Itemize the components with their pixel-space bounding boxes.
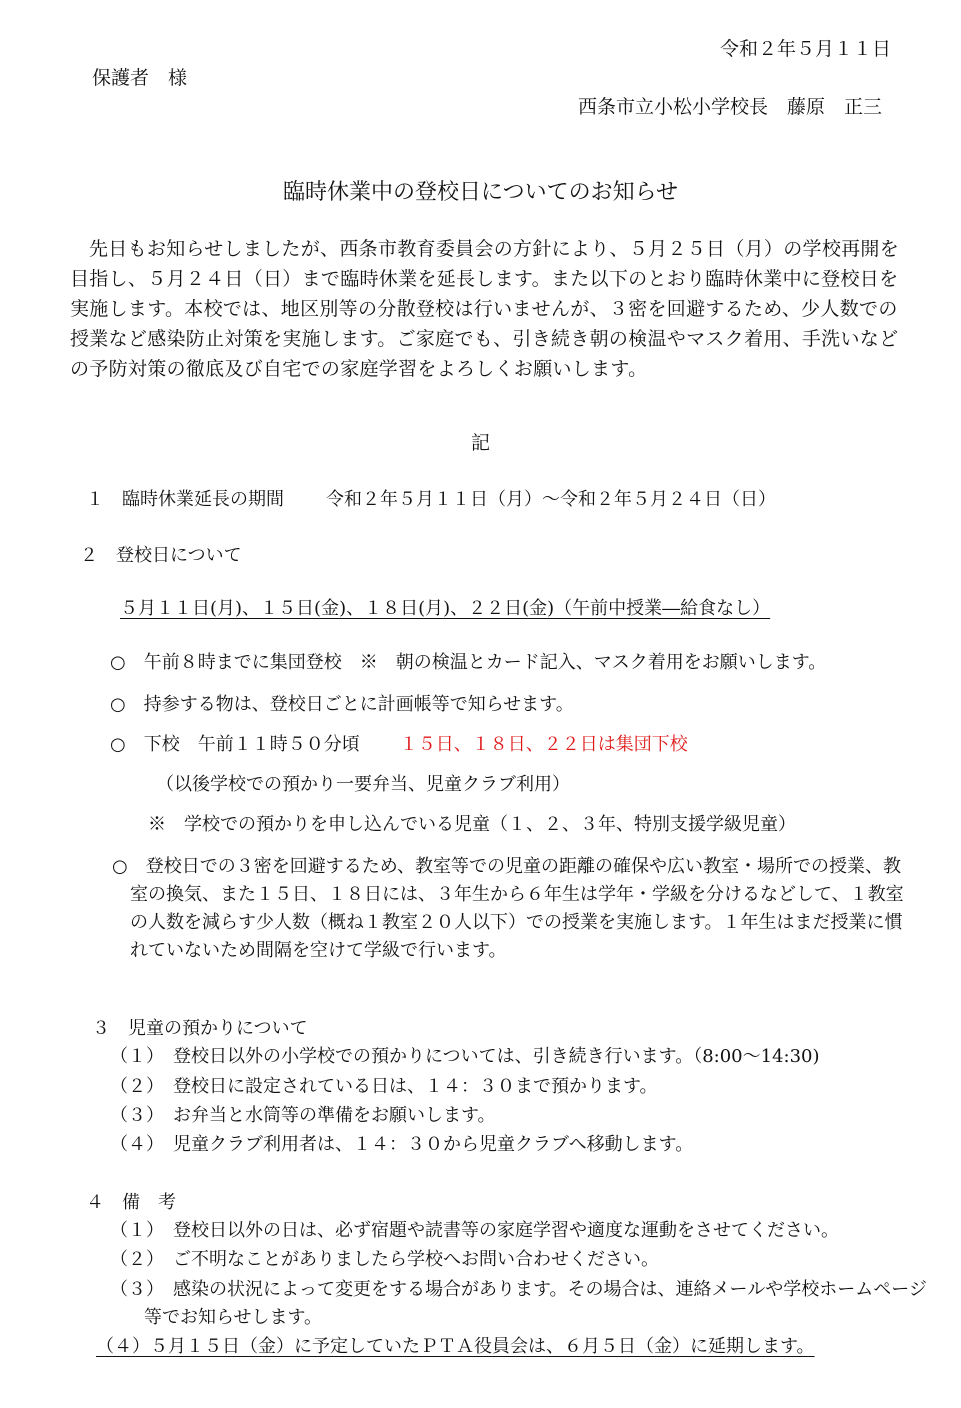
section4-heading: ４ 備 考 bbox=[86, 1192, 176, 1213]
document-title: 臨時休業中の登校日についてのお知らせ bbox=[283, 180, 678, 205]
dismissal-note: （以後学校での預かり一要弁当、児童クラブ利用） bbox=[156, 774, 570, 795]
section3-item-3: （３） お弁当と水筒等の準備をお願いします。 bbox=[110, 1105, 496, 1126]
section3-item-2: （２） 登校日に設定されている日は、１４：３０まで預かります。 bbox=[110, 1076, 658, 1097]
addressee: 保護者 様 bbox=[92, 67, 188, 89]
item-belongings: ○ 持参する物は、登校日ごとに計画帳等で知らせます。 bbox=[110, 694, 574, 715]
group-dismissal-note: １５日、１８日、２２日は集団下校 bbox=[399, 734, 688, 755]
section2-heading: ２ 登校日について bbox=[80, 545, 242, 566]
document-date: 令和２年５月１１日 bbox=[719, 38, 891, 60]
school-days-dates: ５月１１日(月)、１５日(金)、１８日(月)、２２日(金)（午前中授業―給食なし） bbox=[120, 598, 771, 619]
item-dismissal bbox=[110, 734, 688, 756]
intro-paragraph: 先日もお知らせしましたが、西条市教育委員会の方針により、５月２５日（月）の学校再開を目指し、５月２４日（日）まで臨時休業を延長します。また以下のとおり臨時休業中に登校日を実施します。本校では、地区別等の分散登校は行いませんが、３密を回避するため、少人数での授業など感染防止対策を実施します。ご家庭でも、引き続き朝の検温やマスク着用、手洗いなどの予防対策の徹底及び自宅での家庭学習をよろしくお願いします。 bbox=[70, 238, 900, 380]
item-distancing: ○ 登校日での３密を回避するため、教室等での児童の距離の確保や広い教室・場所での授業、教室の換気、また１５日、１８日には、３年生から６年生は学年・学級を分けるなどして、１教室の人数を減らす少人数（概ね１教室２０人以下）での授業を実施します。１年生はまだ授業に慣れていないため間隔を空けて学級で行います。 bbox=[112, 856, 904, 961]
dismissal-subnote: ※ 学校での預かりを申し込んでいる児童（１、２、３年、特別支援学級児童） bbox=[148, 814, 796, 835]
dismissal-time: ○ 下校 午前１１時５０分頃 bbox=[110, 734, 360, 755]
section3-item-1: （１） 登校日以外の小学校での預かりについては、引き続き行います。（8:00～14:30) bbox=[110, 1046, 820, 1067]
section4-item-3: （３） 感染の状況によって変更をする場合があります。その場合は、連絡メールや学校ホームページ等でお知らせします。 bbox=[110, 1279, 927, 1328]
section4-item-2: （２） ご不明なことがありましたら学校へお問い合わせください。 bbox=[110, 1249, 659, 1270]
section1-period: 令和２年５月１１日（月）～令和２年５月２４日（日） bbox=[326, 489, 776, 510]
sender: 西条市立小松小学校長 藤原 正三 bbox=[578, 96, 883, 118]
ki-label: 記 bbox=[470, 432, 490, 454]
section1-heading: １ 臨時休業延長の期間 bbox=[86, 489, 284, 510]
section3-item-4: （４） 児童クラブ利用者は、１４：３０から児童クラブへ移動します。 bbox=[110, 1134, 694, 1155]
section3-heading: ３ 児童の預かりについて bbox=[92, 1018, 308, 1039]
section4-item-4: （４）５月１５日（金）に予定していたＰＴＡ役員会は、６月５日（金）に延期します。 bbox=[96, 1336, 815, 1357]
item-arrival: ○ 午前８時までに集団登校 ※ 朝の検温とカード記入、マスク着用をお願いします。 bbox=[110, 652, 827, 673]
section4-item-1: （１） 登校日以外の日は、必ず宿題や読書等の家庭学習や適度な運動をさせてください。 bbox=[110, 1220, 839, 1241]
